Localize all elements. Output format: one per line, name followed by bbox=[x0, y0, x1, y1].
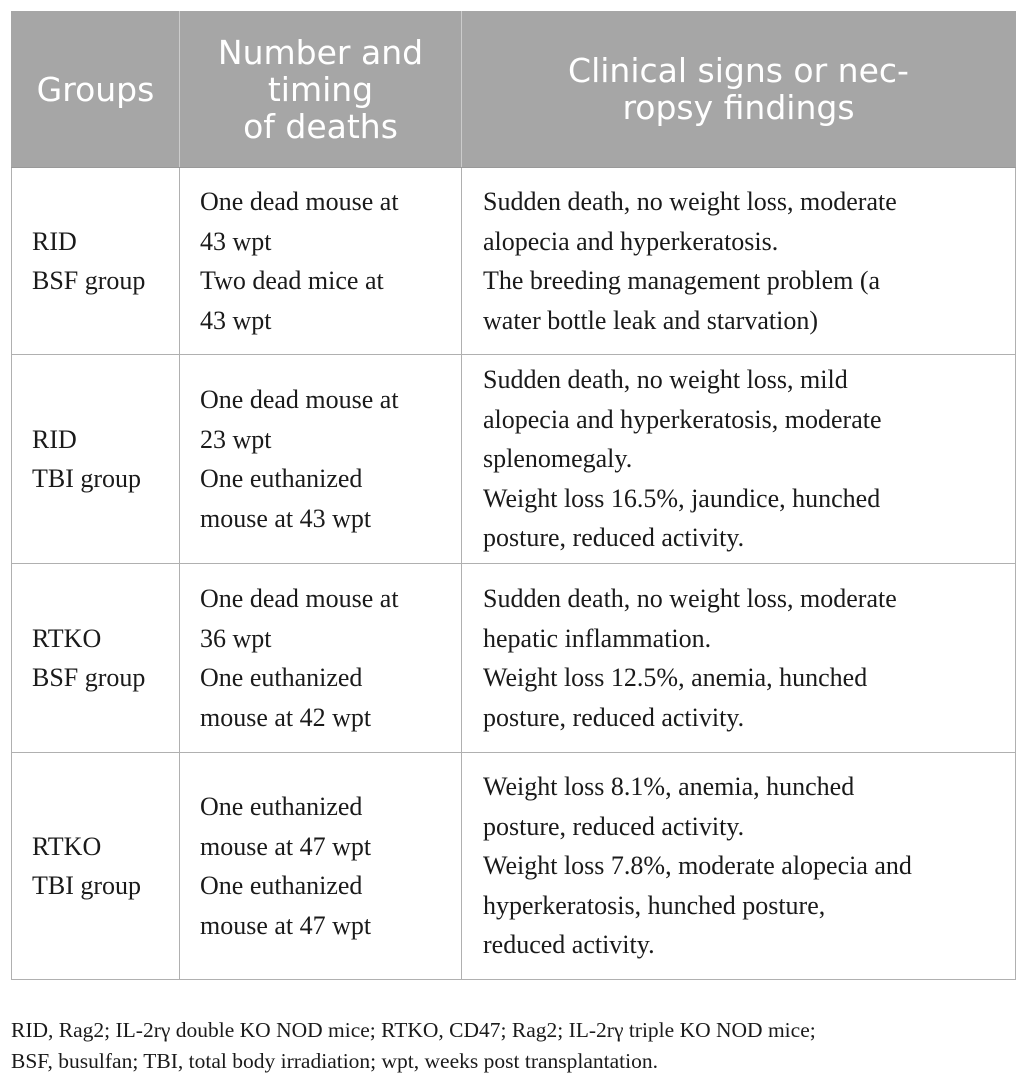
header-row bbox=[12, 11, 1016, 168]
signs-line: Sudden death, no weight loss, mild bbox=[483, 365, 848, 395]
group-line: RID bbox=[32, 226, 77, 256]
deaths-line: One euthanized bbox=[200, 464, 363, 493]
signs-line: posture, reduced activity. bbox=[483, 523, 745, 553]
signs-line: posture, reduced activity. bbox=[483, 811, 745, 841]
cell-deaths bbox=[180, 753, 462, 980]
deaths-line: 23 wpt bbox=[200, 424, 272, 454]
table-row bbox=[12, 355, 1016, 564]
footnote-line: BSF, busulfan; TBI, total body irradiation; wpt, weeks post transplantation. bbox=[11, 1049, 658, 1073]
deaths-line: mouse at 42 wpt bbox=[200, 702, 372, 732]
signs-line: Weight loss 12.5%, anemia, hunched bbox=[483, 663, 868, 692]
group-line: RID bbox=[32, 424, 77, 454]
group-line: BSF group bbox=[32, 663, 146, 692]
deaths-line: One dead mouse at bbox=[200, 187, 399, 216]
data-table-container bbox=[11, 11, 1015, 980]
signs-line: Weight loss 8.1%, anemia, hunched bbox=[483, 772, 855, 802]
group-line: RTKO bbox=[32, 831, 102, 861]
deaths-line: One euthanized bbox=[200, 663, 363, 692]
signs-line: Weight loss 16.5%, jaundice, hunched bbox=[483, 483, 881, 513]
signs-line: Sudden death, no weight loss, moderate bbox=[483, 584, 897, 613]
deaths-line: 36 wpt bbox=[200, 623, 272, 653]
signs-line: Weight loss 7.8%, moderate alopecia and bbox=[483, 851, 912, 881]
group-line: RTKO bbox=[32, 623, 102, 653]
cell-deaths bbox=[180, 564, 462, 753]
mortality-table bbox=[11, 11, 1016, 980]
signs-line: splenomegaly. bbox=[483, 444, 633, 474]
cell-group bbox=[12, 355, 180, 564]
deaths-line: One dead mouse at bbox=[200, 584, 399, 613]
signs-line: hepatic inflammation. bbox=[483, 623, 712, 653]
table-row bbox=[12, 564, 1016, 753]
cell-signs bbox=[462, 355, 1016, 564]
footnote-line: RID, Rag2; IL-2rγ double KO NOD mice; RTKO, CD47; Rag2; IL-2rγ triple KO NOD mice; bbox=[11, 1018, 816, 1042]
group-line: BSF group bbox=[32, 266, 146, 295]
deaths-line: 43 wpt bbox=[200, 226, 272, 256]
header-signs: Clinical signs or nec- ropsy findings bbox=[462, 11, 1016, 168]
deaths-line: mouse at 47 wpt bbox=[200, 910, 372, 940]
signs-line: The breeding management problem (a bbox=[483, 266, 881, 295]
table-row bbox=[12, 168, 1016, 355]
table-header bbox=[12, 11, 1016, 168]
deaths-line: One euthanized bbox=[200, 792, 363, 821]
table-row bbox=[12, 753, 1016, 980]
deaths-line: One euthanized bbox=[200, 871, 363, 900]
cell-group bbox=[12, 753, 180, 980]
cell-deaths bbox=[180, 355, 462, 564]
deaths-line: One dead mouse at bbox=[200, 385, 399, 414]
signs-line: alopecia and hyperkeratosis, moderate bbox=[483, 404, 882, 434]
cell-signs bbox=[462, 168, 1016, 355]
deaths-line: mouse at 43 wpt bbox=[200, 503, 372, 533]
cell-deaths bbox=[180, 168, 462, 355]
table-body bbox=[12, 168, 1016, 980]
table-footnote bbox=[11, 1015, 1015, 1077]
cell-signs bbox=[462, 753, 1016, 980]
header-deaths: Number and timing of deaths bbox=[180, 11, 462, 168]
signs-line: posture, reduced activity. bbox=[483, 702, 745, 732]
group-line: TBI group bbox=[32, 464, 142, 493]
deaths-line: Two dead mice at bbox=[200, 266, 384, 295]
group-line: TBI group bbox=[32, 871, 142, 900]
deaths-line: 43 wpt bbox=[200, 305, 272, 335]
cell-group bbox=[12, 564, 180, 753]
cell-signs bbox=[462, 564, 1016, 753]
deaths-line: mouse at 47 wpt bbox=[200, 831, 372, 861]
signs-line: alopecia and hyperkeratosis. bbox=[483, 226, 779, 256]
signs-line: hyperkeratosis, hunched posture, bbox=[483, 890, 826, 920]
signs-line: water bottle leak and starvation) bbox=[483, 305, 818, 335]
header-groups: Groups bbox=[12, 11, 180, 168]
cell-group bbox=[12, 168, 180, 355]
signs-line: Sudden death, no weight loss, moderate bbox=[483, 187, 897, 216]
signs-line: reduced activity. bbox=[483, 930, 655, 960]
